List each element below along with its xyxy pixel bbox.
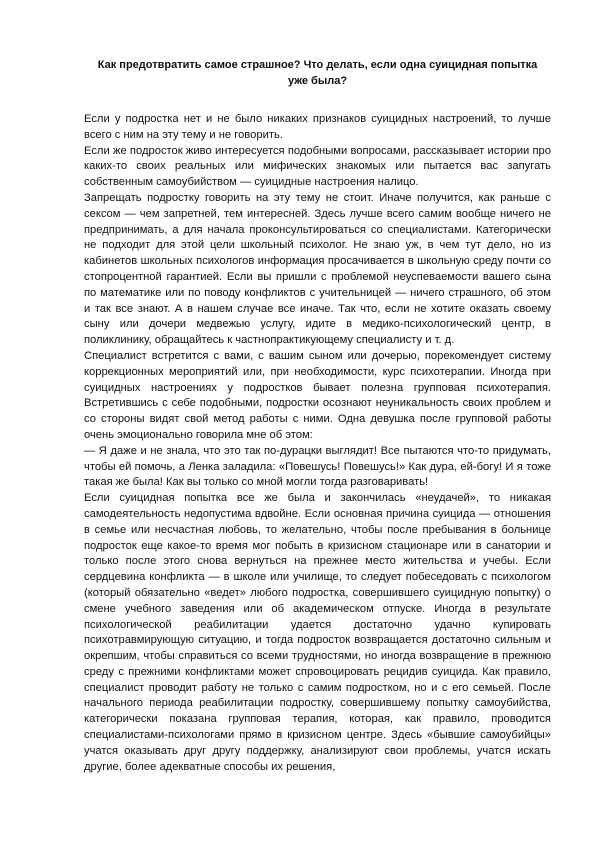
paragraph-5: — Я даже и не знала, что это так по-дурацки выглядит! Все пытаются что-то придумать, чтобы ей помочь, а Ленка заладила: «Повешусь! Повешусь!» Как дура, ей-богу! И я тоже такая же была! Как вы только со мной могли тогда разговаривать!: [84, 444, 551, 489]
paragraph-6: Если суицидная попытка все же была и закончилась «неудачей», то никакая самодеятельность недопустима вдвойне. Если основная причина суицида — отношения в семье или несчастная любовь, то желательно, чтобы после пребывания в больнице подросток еще какое-то время мог побыть в кризисном стационаре или в санатории и только после этого снова вернуться на прежнее место жительства и учебы. Если сердцевина конфликта — в школе или училище, то следует побеседовать с психологом (который обязательно «ведет» любого подростка, совершившего суицидную попытку) о смене учебного заведения или об академическом отпуске. Иногда в результате психологической реабилитации удается достаточно удачно купировать психотравмирующую ситуацию, и тогда подросток возвращается достаточно сильным и окрепшим, чтобы справиться со всеми трудностями, но иногда возвращение в прежнюю среду с прежними конфликтами может спровоцировать рецидив суицида. Как правило, специалист проводит работу не только с самим подростком, но и с его семьей. После начального периода реабилитации подростку, совершившему попытку самоубийства, категорически показана групповая терапия, которая, как правило, проводится специалистами-психологами прямо в кризисном центре. Здесь «бывшие самоубийцы» учатся оказывать друг другу поддержку, анализируют свои проблемы, учатся искать другие, более адекватные способы их решения,: [84, 492, 551, 773]
paragraph-1: Если у подростка нет и не было никаких признаков суицидных настроений, то лучше всего с ним на эту тему и не говорить.: [84, 113, 551, 141]
document-page: [84, 57, 551, 775]
paragraph-2: Если же подросток живо интересуется подобными вопросами, рассказывает истории про каких-то своих реальных или мифических знакомых или пытается вас запугать собственным самоубийством — суицидные настроения налицо.: [84, 144, 551, 189]
document-title: Как предотвратить самое страшное? Что делать, если одна суицидная попытка уже была?: [97, 59, 538, 87]
paragraph-3: Запрещать подростку говорить на эту тему не стоит. Иначе получится, как раньше с сексом — чем запретней, тем интересней. Здесь лучше всего самим вообще ничего не предпринимать, а для начала проконсультироваться со специалистами. Категорически не подходит для этой цели школьный психолог. Не знаю уж, в чем тут дело, но из кабинетов школьных психологов информация просачивается в школьную среду почти со стопроцентной гарантией. Если вы пришли с проблемой неуспеваемости вашего сына по математике или по поводу конфликтов с учительницей — ничего страшного, об этом и так все знают. А в нашем случае все иначе. Так что, если не хотите оказать своему сыну или дочери медвежью услугу, идите в медико-психологический центр, в поликлинику, обращайтесь к частнопрактикующему специалисту и т. д.: [84, 191, 551, 347]
paragraph-4: Специалист встретится с вами, с вашим сыном или дочерью, порекомендует систему коррекционных мероприятий или, при необходимости, курс психотерапии. Иногда при суицидных настроениях у подростков бывает полезна групповая психотерапия. Встретившись с себе подобными, подростки осознают неуникальность своих проблем и со стороны видят свой метод работы с ними. Одна девушка после групповой работы очень эмоционально говорила мне об этом:: [84, 349, 551, 441]
document-body: [84, 112, 551, 775]
